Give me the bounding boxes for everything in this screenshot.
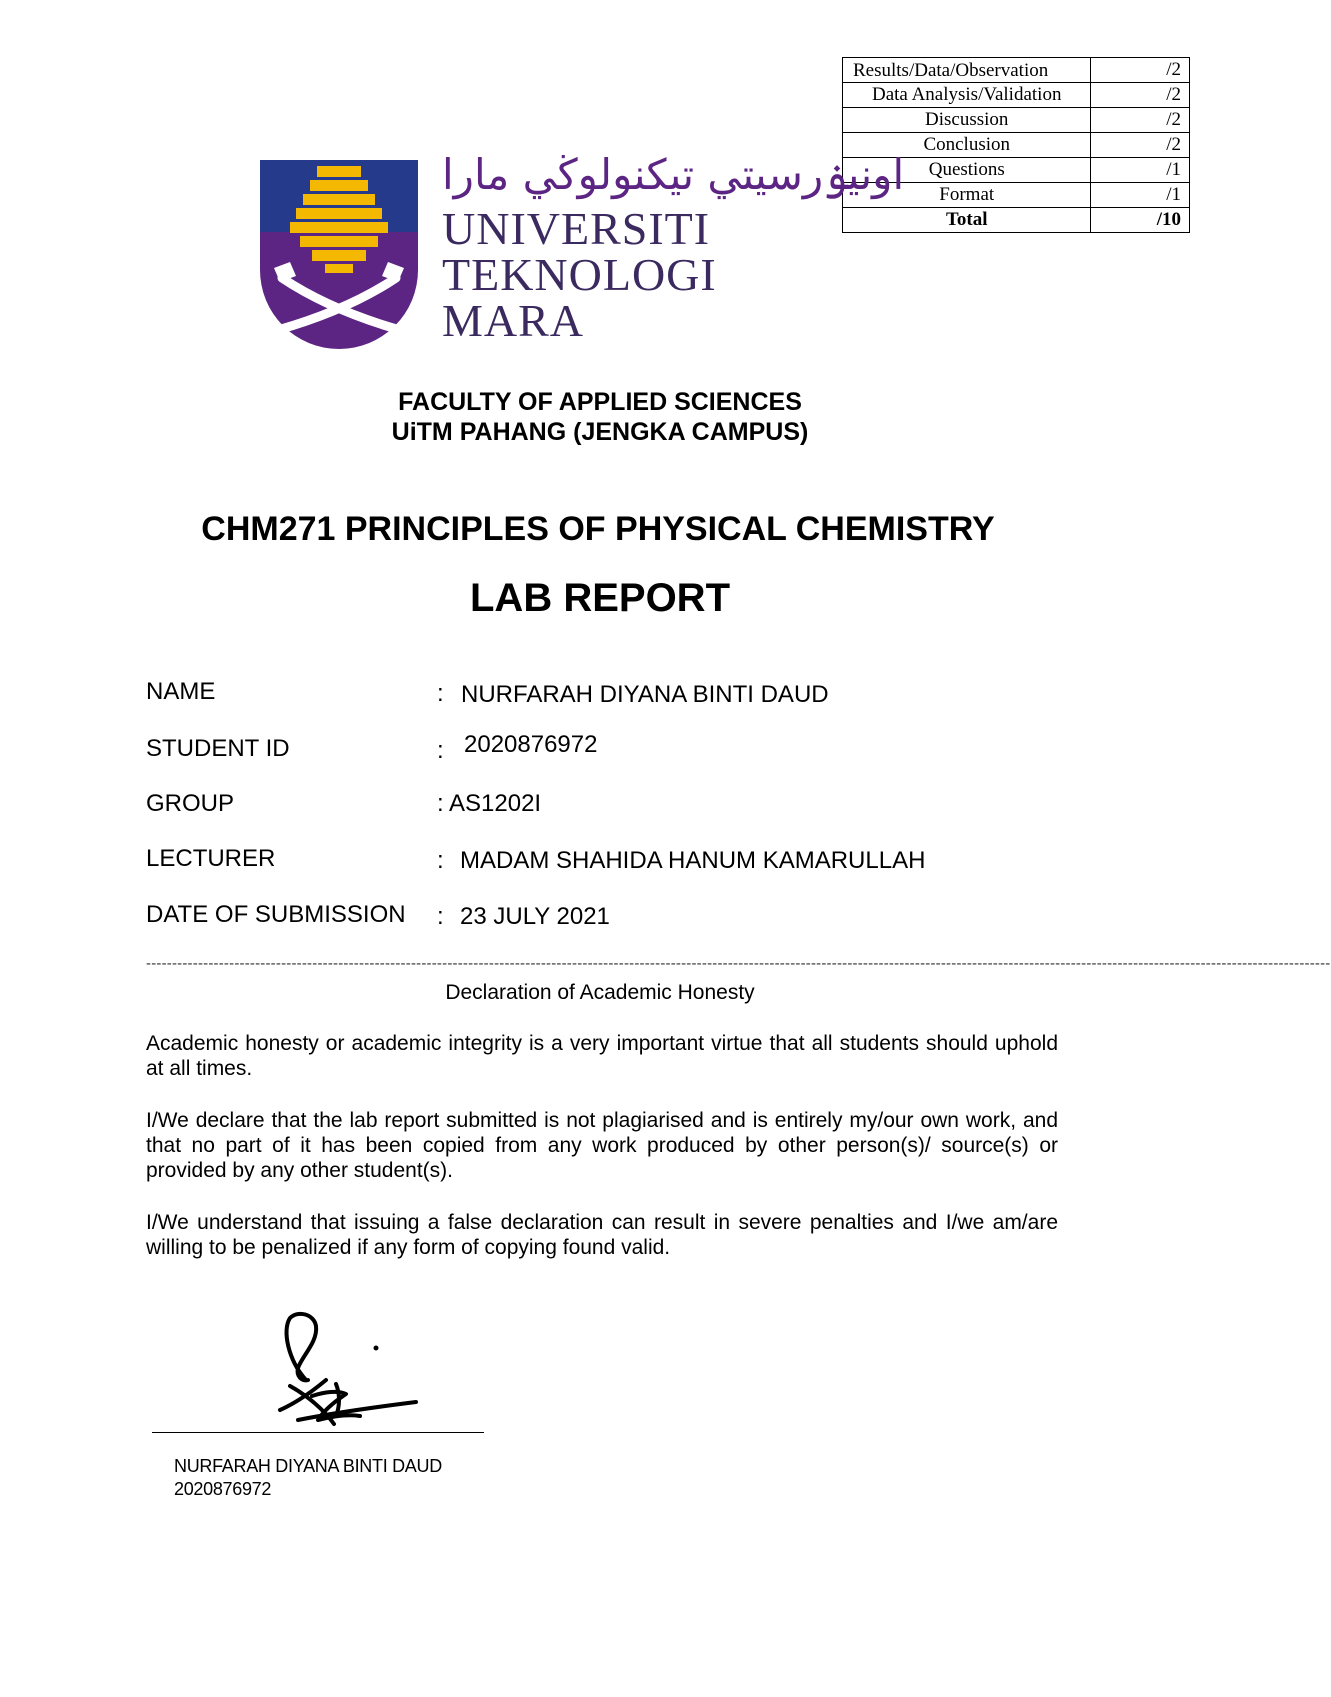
declaration-title: Declaration of Academic Honesty <box>445 981 755 1004</box>
total-mark-cell: /10 <box>1091 208 1190 233</box>
name-colon: : <box>437 680 444 707</box>
student-id-label: STUDENT ID <box>146 735 290 762</box>
marks-row <box>843 83 1190 108</box>
name-value: NURFARAH DIYANA BINTI DAUD <box>461 681 829 708</box>
mark-cell: /1 <box>1091 158 1190 183</box>
date-label: DATE OF SUBMISSION <box>146 901 406 928</box>
mark-cell: /2 <box>1091 108 1190 133</box>
mark-cell: /1 <box>1091 183 1190 208</box>
declaration-paragraph-3: I/We understand that issuing a false declaration can result in severe penalties and I/we am/are willing to be penalized if any form of copying found valid. <box>146 1211 1058 1259</box>
criterion-cell: Results/Data/Observation <box>843 58 1091 83</box>
logo-word-mara: MARA <box>442 295 585 346</box>
logo-arabic-text: اونيۏرسيتي تيكنولوڬي مارا <box>442 150 905 199</box>
logo-word-teknologi: TEKNOLOGI <box>442 249 717 300</box>
lecturer-label: LECTURER <box>146 845 276 872</box>
name-label: NAME <box>146 678 216 705</box>
lecturer-colon: : <box>437 847 444 874</box>
signature-icon <box>268 1310 428 1440</box>
campus-title: UiTM PAHANG (JENGKA CAMPUS) <box>391 418 809 446</box>
report-title: LAB REPORT <box>470 576 730 620</box>
signatory-name: NURFARAH DIYANA BINTI DAUD <box>174 1456 442 1476</box>
marks-total-row <box>843 208 1190 233</box>
criterion-cell: Data Analysis/Validation <box>843 83 1091 108</box>
logo-word-universiti: UNIVERSITI <box>442 203 711 254</box>
mark-cell: /2 <box>1091 83 1190 108</box>
mark-cell: /2 <box>1091 133 1190 158</box>
student-id-value: 2020876972 <box>464 731 598 758</box>
mark-cell: /2 <box>1091 58 1190 83</box>
group-value: : AS1202I <box>437 790 542 817</box>
date-value: 23 JULY 2021 <box>460 903 610 930</box>
signature-line <box>152 1432 484 1433</box>
uitm-crest-icon <box>260 160 418 352</box>
student-id-colon: : <box>437 737 444 764</box>
declaration-paragraph-2: I/We declare that the lab report submitted is not plagiarised and is entirely my/our own work, and that no part of it has been copied from any work produced by other person(s)/ source(s) or provided by any other student(s). <box>146 1109 1058 1182</box>
dashed-separator: ------------------------------------------------------------------------------------------------------------------------------------------------------------------------------------------------------------------------------------ <box>146 955 1331 972</box>
signatory-id: 2020876972 <box>174 1479 272 1499</box>
criterion-cell: Discussion <box>843 108 1091 133</box>
date-colon: : <box>437 903 444 930</box>
marks-row <box>843 58 1190 83</box>
criterion-cell: Conclusion <box>843 133 1091 158</box>
criterion-cell: Format <box>843 183 1091 208</box>
signatory <box>174 1455 442 1501</box>
criterion-cell: Questions <box>843 158 1091 183</box>
total-label-cell: Total <box>843 208 1091 233</box>
university-logo <box>260 160 418 352</box>
handwritten-signature <box>268 1310 428 1440</box>
lecturer-value: MADAM SHAHIDA HANUM KAMARULLAH <box>460 847 926 874</box>
marks-row <box>843 108 1190 133</box>
course-title: CHM271 PRINCIPLES OF PHYSICAL CHEMISTRY <box>201 510 995 548</box>
marks-table <box>842 57 1190 233</box>
group-label: GROUP <box>146 790 235 817</box>
faculty-title: FACULTY OF APPLIED SCIENCES <box>398 388 802 416</box>
declaration-paragraph-1: Academic honesty or academic integrity is a very important virtue that all students should uphold at all times. <box>146 1032 1058 1080</box>
